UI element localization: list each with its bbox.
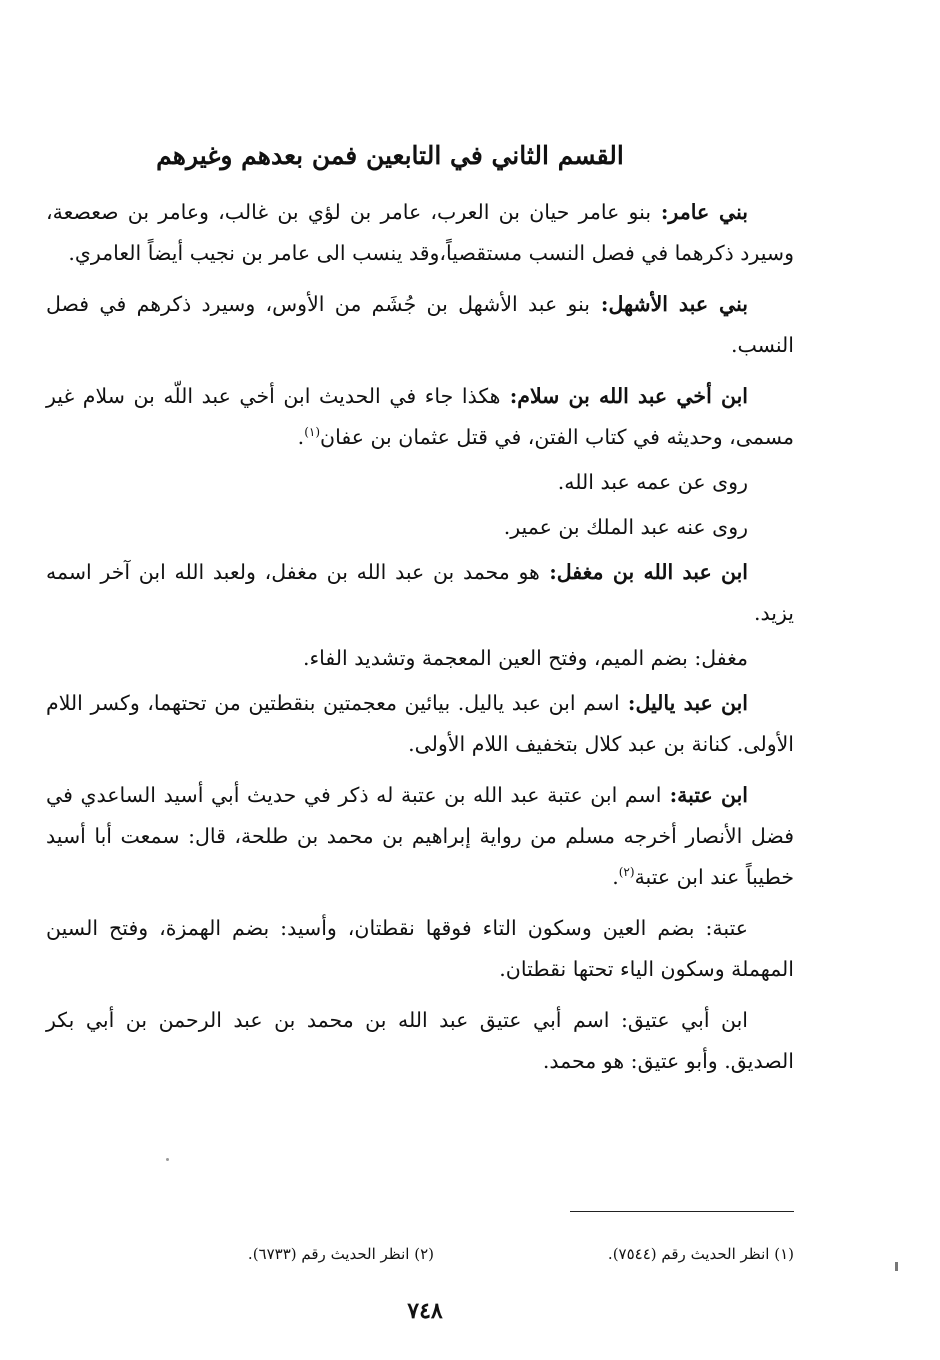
- entry-text: روى عنه عبد الملك بن عمير.: [503, 515, 748, 539]
- footnotes: [190, 1240, 794, 1270]
- entry-term: ابن عتبة:: [661, 783, 748, 807]
- entry-text: روى عن عمه عبد الله.: [557, 470, 748, 494]
- footnote-1: (١) انظر الحديث رقم (٧٥٤٤).: [607, 1245, 794, 1263]
- entry-text: بنو عامر حيان بن العرب، عامر بن لؤي بن غالب، وعامر بن صعصعة، وسيرد ذكرهما في فصل النسب مستقصياً،وقد ينسب الى عامر بن نجيب أيضاً العامري.: [46, 200, 794, 265]
- body-text: [46, 192, 794, 1092]
- entry-term: ابن عبد ياليل:: [619, 691, 748, 715]
- entry-ibn-utba: [46, 775, 794, 898]
- entry-tail: .: [612, 865, 619, 889]
- entry-narrated-by: [46, 507, 794, 548]
- entry-text: عتبة: بضم العين وسكون التاء فوقها نقطتان، وأسيد: بضم الهمزة، وفتح السين المهملة وسكون الياء تحتها نقطتان.: [46, 916, 794, 981]
- entry-utba-note: [46, 908, 794, 990]
- entry-text: مغفل: بضم الميم، وفتح العين المعجمة وتشديد الفاء.: [303, 646, 748, 670]
- entry-tail: .: [297, 425, 305, 449]
- entry-text: هكذا جاء في الحديث ابن أخي عبد اللّه بن سلام غير مسمى، وحديثه في كتاب الفتن، في قتل عثمان بن عفان: [46, 384, 794, 449]
- entry-ibn-abd-yalil: [46, 683, 794, 765]
- entry-term: ابن عبد الله بن مغفل:: [539, 560, 748, 584]
- footnote-2: (٢) انظر الحديث رقم (٦٧٣٣).: [247, 1245, 434, 1263]
- entry-ibn-abdallah-ibn-mughaffal: [46, 552, 794, 634]
- footnote-ref-2[interactable]: (٢): [618, 865, 635, 880]
- entry-text: بنو عبد الأشهل بن جُشَم من الأوس، وسيرد ذكرهم في فصل النسب.: [46, 292, 794, 357]
- entry-text: هو محمد بن عبد الله بن مغفل، ولعبد الله ابن آخر اسمه يزيد.: [46, 560, 794, 625]
- entry-bani-abd-al-ashhal: [46, 284, 794, 366]
- footnote-divider: [570, 1211, 794, 1212]
- section-heading: القسم الثاني في التابعين فمن بعدهم وغيرهم: [156, 141, 624, 170]
- entry-text: اسم ابن عتبة عبد الله بن عتبة له ذكر في حديث أبي أسيد الساعدي في فضل الأنصار أخرجه مسلم من رواية إبراهيم بن محمد بن طلحة، قال: سمعت أبا أسيد خطيباً عند ابن عتبة: [46, 783, 794, 889]
- entry-ibn-abi-atiq: [46, 1000, 794, 1082]
- scan-speck: [166, 1158, 169, 1161]
- entry-ibn-akhi-abdallah-ibn-salam: [46, 376, 794, 458]
- margin-mark: [895, 1262, 898, 1271]
- entry-mughaffal-note: [46, 638, 794, 679]
- entry-narrated-from: [46, 462, 794, 503]
- page-number: ٧٤٨: [407, 1298, 443, 1324]
- entry-term: ابن أخي عبد الله بن سلام:: [500, 384, 748, 408]
- entry-bani-amir: [46, 192, 794, 274]
- entry-text: اسم ابن عبد ياليل. بيائين معجمتين بنقطتين من تحتهما، وكسر اللام الأولى. كنانة بن عبد كلال بتخفيف اللام الأولى.: [46, 691, 794, 756]
- entry-term: بني عامر:: [651, 200, 748, 224]
- entry-text: ابن أبي عتيق: اسم أبي عتيق عبد الله بن محمد بن عبد الرحمن بن أبي بكر الصديق. وأبو عتيق: هو محمد.: [46, 1008, 794, 1073]
- entry-term: بني عبد الأشهل:: [589, 292, 748, 316]
- footnote-ref-1[interactable]: (١): [304, 425, 321, 440]
